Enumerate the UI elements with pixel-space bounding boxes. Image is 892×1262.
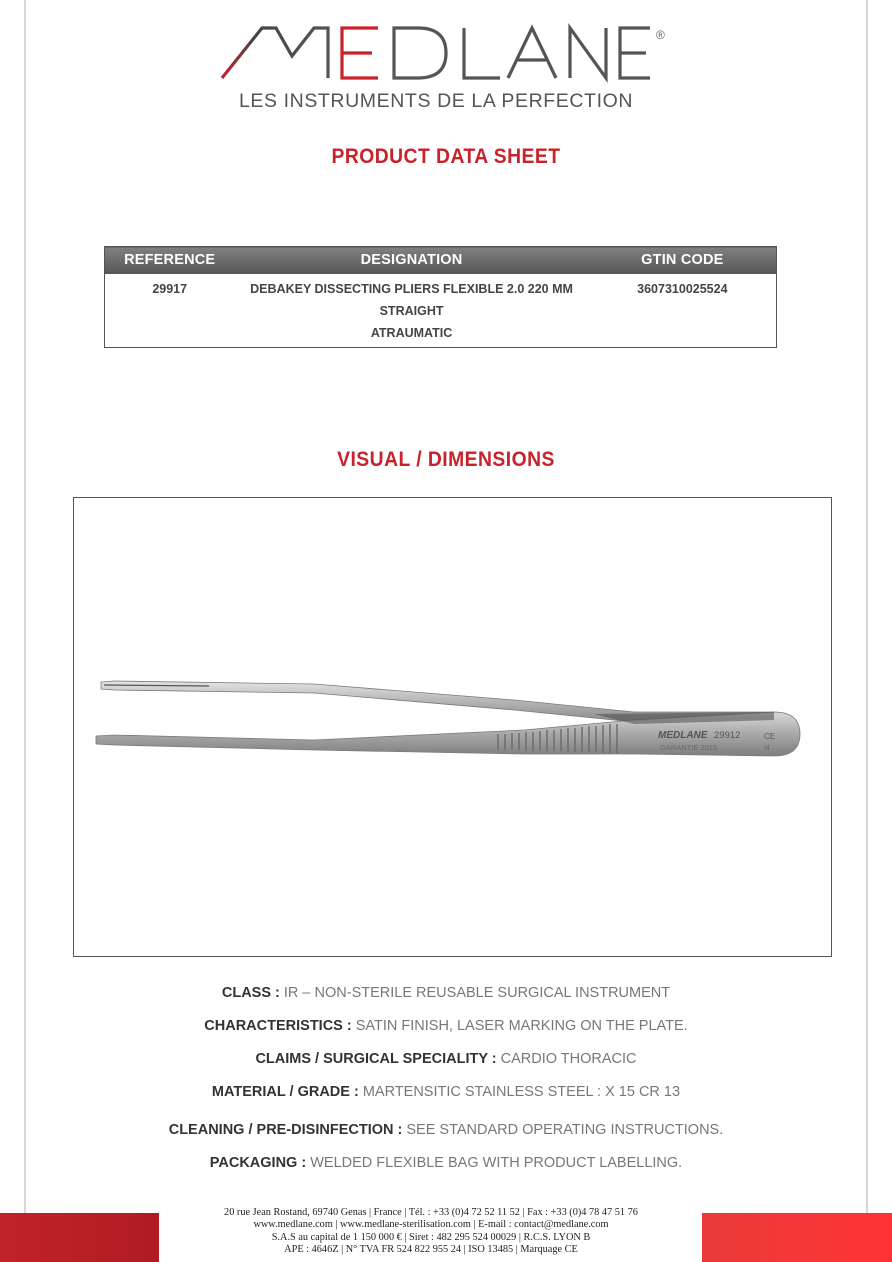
forceps-illustration [74,498,830,955]
footer-address: 20 rue Jean Rostand, 69740 Genas | France | Tél. : +33 (0)4 72 52 11 52 | Fax : +33 (0)4 78 47 51 76 [224,1207,638,1218]
marking-guarantee: GARANTIE 2015 [660,743,718,752]
footer-registration: APE : 4646Z | N° TVA FR 524 822 955 24 | ISO 13485 | Marquage CE [284,1243,578,1255]
registered-mark: ® [656,28,665,42]
spec-characteristics: CHARACTERISTICS : SATIN FINISH, LASER MARKING ON THE PLATE. [204,1018,688,1034]
spec-material: MATERIAL / GRADE : MARTENSITIC STAINLESS STEEL : X 15 CR 13 [211,1084,681,1100]
spec-class: CLASS : IR – NON-STERILE REUSABLE SURGICAL INSTRUMENT [221,985,671,1001]
spec-claims: CLAIMS / SURGICAL SPECIALITY : CARDIO THORACIC [255,1051,637,1067]
header-gtin-code: GTIN CODE [589,247,777,274]
header-designation: DESIGNATION [234,247,588,274]
marking-brand: MEDLANE [658,730,708,741]
header-reference: REFERENCE [105,247,235,274]
footer-legal: S.A.S au capital de 1 150 000 € | Siret : 482 295 524 00029 | R.C.S. LYON B [271,1231,591,1243]
brand-tagline: LES INSTRUMENTS DE LA PERFECTION [238,90,634,112]
cell-reference: 29917 [152,281,188,296]
footer-red-bar-right [702,1213,892,1262]
marking-number: 29912 [714,730,741,741]
designation-line-2: ATRAUMATIC [370,325,453,340]
product-visual-frame [73,497,832,957]
table-header-row [105,247,777,274]
product-data-sheet-title: PRODUCT DATA SHEET [331,145,561,168]
spec-cleaning: CLEANING / PRE-DISINFECTION : SEE STANDARD OPERATING INSTRUCTIONS. [168,1122,724,1138]
designation-line-1: DEBAKEY DISSECTING PLIERS FLEXIBLE 2.0 220 MM STRAIGHT [250,281,573,318]
visual-dimensions-title: VISUAL / DIMENSIONS [337,448,555,471]
company-footer [160,1207,702,1256]
footer-red-bar-left [0,1213,159,1262]
product-reference-table [104,246,777,348]
cell-designation [234,274,588,348]
medlane-wordmark [220,22,680,84]
marking-ce: CE [764,732,776,741]
footer-web-links: www.medlane.com | www.medlane-sterilisation.com | E-mail : contact@medlane.com [253,1219,609,1231]
marking-code: I4 [764,745,770,752]
cell-gtin: 3607310025524 [637,281,728,296]
table-row [105,274,777,348]
spec-packaging: PACKAGING : WELDED FLEXIBLE BAG WITH PRODUCT LABELLING. [209,1155,683,1171]
